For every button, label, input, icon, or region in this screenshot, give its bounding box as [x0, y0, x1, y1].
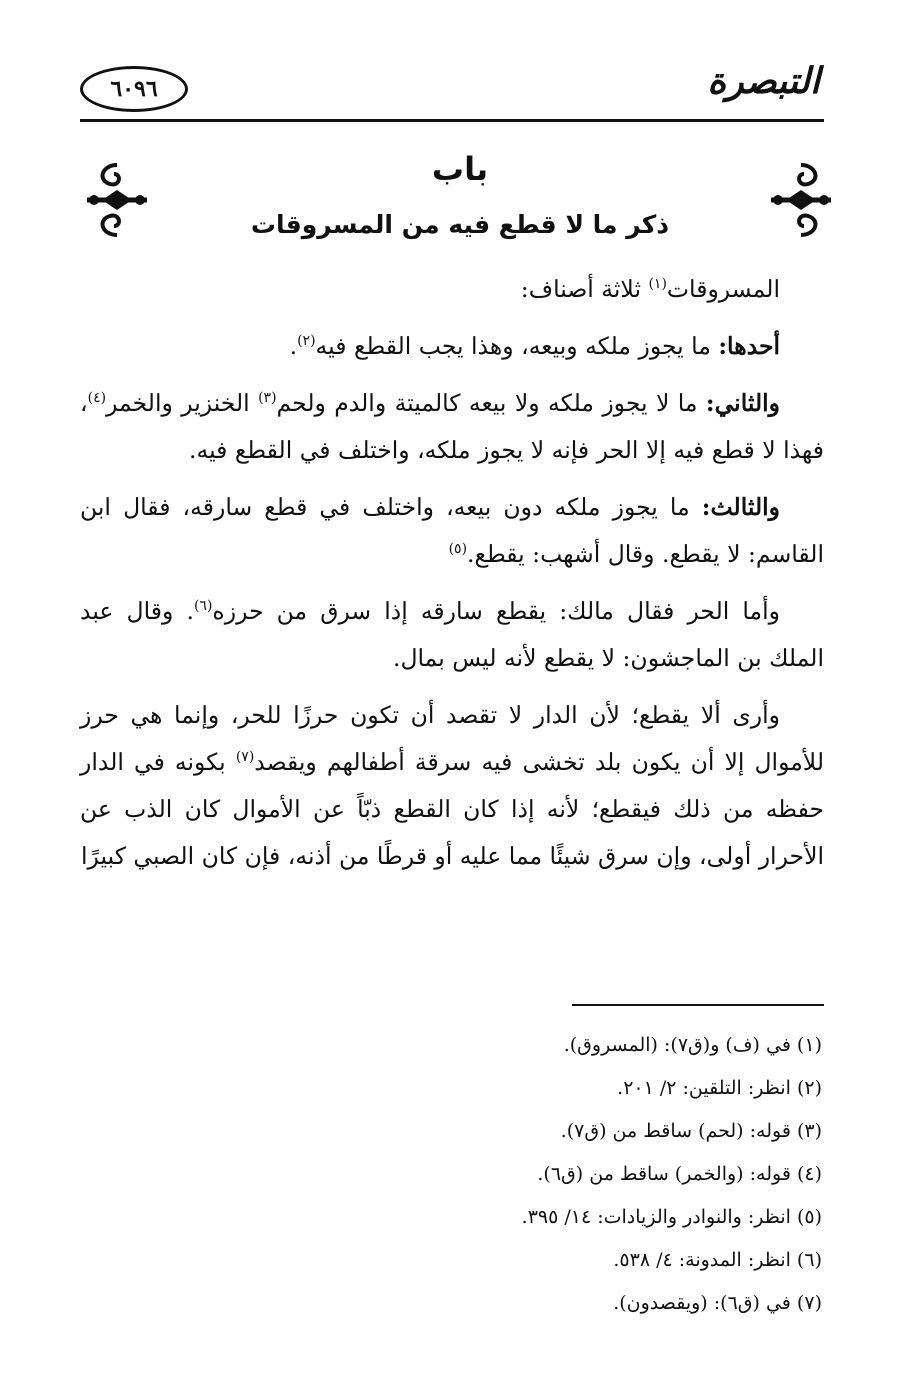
footnote-item: (٥) انظر: والنوادر والزيادات: ١٤/ ٣٩٥. [521, 1206, 822, 1228]
footnote-divider [572, 1004, 824, 1006]
footnote-item: (٣) قوله: (لحم) ساقط من (ق٧). [560, 1120, 822, 1142]
text-run: ، فهذا لا قطع فيه إلا الحر فإنه لا يجوز ملكه، واختلف في القطع فيه. [80, 389, 824, 464]
footnote-ref: (٤) [87, 390, 107, 407]
footnote-ref: (٧) [235, 749, 255, 766]
footnote-item: (٧) في (ق٦): (ويقصدون). [613, 1292, 822, 1314]
footnote-ref: (٦) [193, 598, 213, 615]
chapter-title: ذكر ما لا قطع فيه من المسروقات [250, 210, 670, 239]
footnote-ref: (٣) [258, 390, 277, 407]
text-run: الخنزير والخمر [106, 389, 259, 417]
chapter-label: باب [431, 150, 489, 188]
footnote-item: (١) في (ف) و(ق٧): (المسروق). [563, 1034, 822, 1056]
text-run: ما يجوز ملكه دون بيعه، واختلف في قطع سارقه، فقال ابن القاسم: لا يقطع. وقال أشهب: يقطع. [80, 493, 824, 568]
text-run: ما لا يجوز ملكه ولا بيعه كالميتة والدم ولحم [276, 389, 706, 417]
footnote-ref: (٥) [448, 541, 468, 558]
paragraph-4 [80, 484, 824, 578]
footnote-ref: (١) [648, 276, 667, 293]
text-run: ما يجوز ملكه وبيعه، وهذا يجب القطع فيه [315, 332, 719, 360]
text-run: . وقال عبد الملك بن الماجشون: لا يقطع لأنه ليس بمال. [80, 597, 824, 672]
lead-term: والثاني: [705, 389, 780, 417]
paragraph-1 [80, 266, 824, 313]
running-title: التبصرة [707, 60, 820, 102]
lead-term: والثالث: [701, 493, 780, 521]
text-run: وأرى ألا يقطع؛ لأن الدار لا تقصد أن تكون حرزًا للحر، وإنما هي حرز للأموال إلا أن يكون بلد تخشى فيه سرقة أطفالهم ويقصد [80, 701, 824, 776]
footnote-ref: (٢) [297, 333, 316, 350]
text-run: وأما الحر فقال مالك: يقطع سارقه إذا سرق من حرزه [212, 597, 780, 625]
text-run: المسروقات [666, 275, 780, 303]
text-run: . [289, 332, 298, 360]
footnote-item: (٤) قوله: (والخمر) ساقط من (ق٦). [537, 1163, 822, 1185]
header-rule [80, 119, 824, 122]
text-run: بكونه في الدار حفظه من ذلك فيقطع؛ لأنه إذا كان القطع ذبّاً عن الأموال كان الذب عن الأحرار أولى، وإن سرق شيئًا مما عليه أو قرطًا من أذنه، فإن كان الصبي كبيرًا [80, 748, 824, 870]
page-number [80, 66, 188, 112]
text-run: ثلاثة أصناف: [520, 275, 649, 303]
paragraph-6 [80, 692, 824, 880]
paragraph-3 [80, 380, 824, 474]
body-text [80, 266, 824, 890]
lead-term: أحدها: [718, 332, 780, 360]
paragraph-2 [80, 323, 824, 370]
footnotes [80, 1024, 824, 1325]
footnote-item: (٢) انظر: التلقين: ٢/ ٢٠١. [617, 1077, 822, 1099]
paragraph-5 [80, 588, 824, 682]
page-number-text: ٦٠٩٦ [110, 76, 158, 102]
page-header [80, 44, 824, 122]
footnote-item: (٦) انظر: المدونة: ٤/ ٥٣٨. [613, 1249, 822, 1271]
